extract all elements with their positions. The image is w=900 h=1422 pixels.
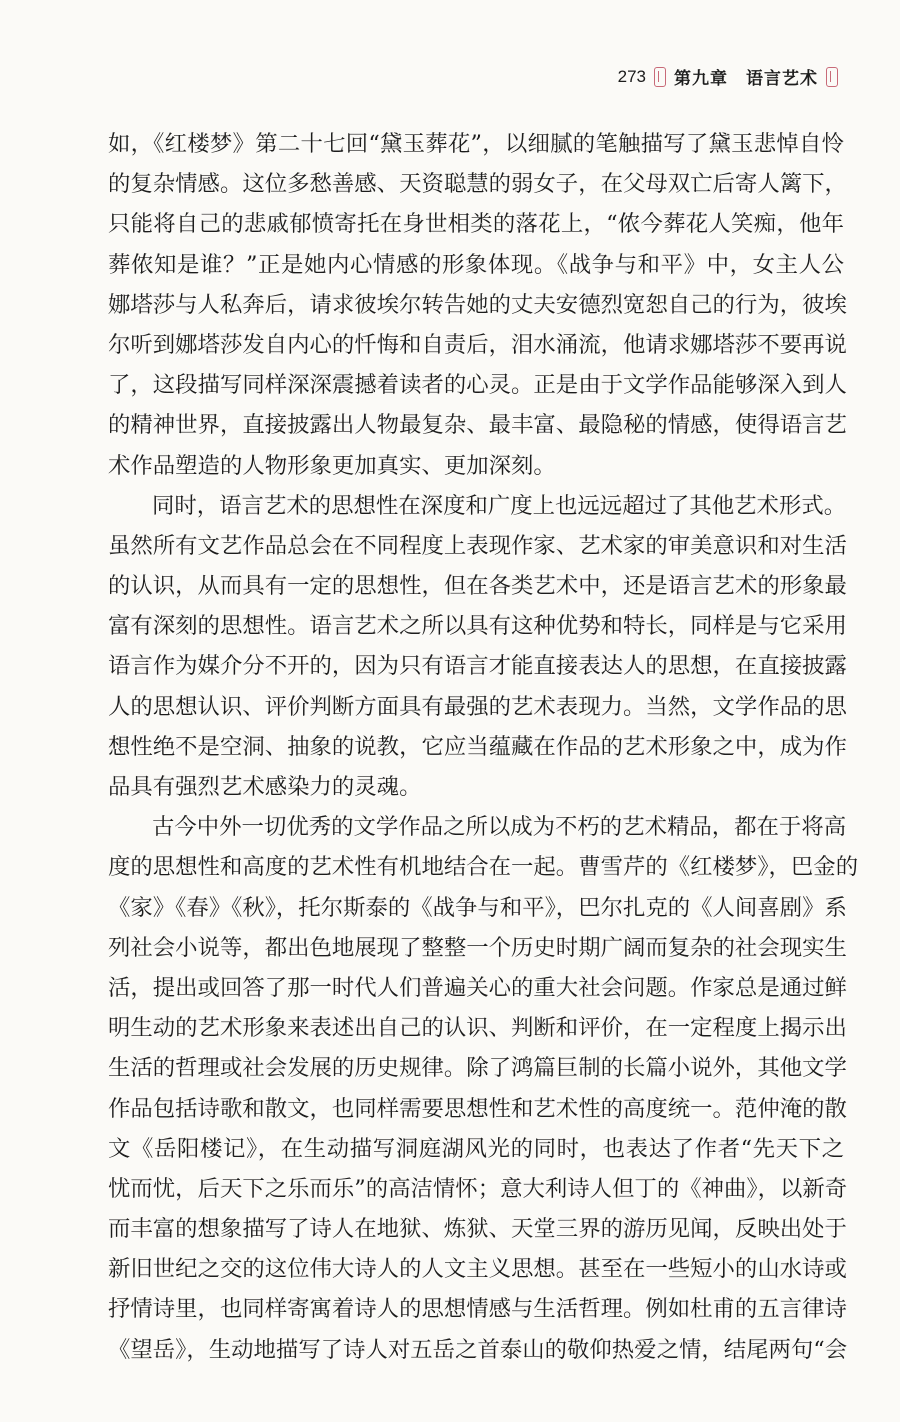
text-line: 新旧世纪之交的这位伟大诗人的人文主义思想。甚至在一些短小的山水诗或 <box>108 1256 847 1283</box>
text-line: 明生动的艺术形象来表述出自己的认识、判断和评价，在一定程度上揭示出 <box>108 1015 847 1042</box>
running-header <box>618 64 838 89</box>
text-line: 抒情诗里，也同样寄寓着诗人的思想情感与生活哲理。例如杜甫的五言律诗 <box>108 1296 847 1323</box>
text-line: 活，提出或回答了那一时代人们普遍关心的重大社会问题。作家总是通过鲜 <box>108 974 847 1001</box>
paragraph <box>108 124 847 486</box>
ornament-icon <box>826 67 838 87</box>
chapter-title: 第九章 语言艺术 <box>674 69 818 89</box>
ornament-icon <box>654 67 666 87</box>
text-line: 人的思想认识、评价判断方面具有最强的艺术表现力。当然，文学作品的思 <box>108 693 847 720</box>
text-line: 如，《红楼梦》第二十七回“黛玉葬花”，以细腻的笔触描写了黛玉悲悼自怜 <box>108 131 844 157</box>
text-line: 想性绝不是空洞、抽象的说教，它应当蕴藏在作品的艺术形象之中，成为作 <box>108 733 847 760</box>
text-line: 了，这段描写同样深深震撼着读者的心灵。正是由于文学作品能够深入到人 <box>108 372 847 399</box>
paragraph <box>108 807 859 1370</box>
text-line: 列社会小说等，都出色地展现了整整一个历史时期广阔而复杂的社会现实生 <box>108 934 847 961</box>
text-line: 虽然所有文艺作品总会在不同程度上表现作家、艺术家的审美意识和对生活 <box>108 532 847 559</box>
text-line: 的精神世界，直接披露出人物最复杂、最丰富、最隐秘的情感，使得语言艺 <box>108 412 847 439</box>
text-line: 的认识，从而具有一定的思想性，但在各类艺术中，还是语言艺术的形象最 <box>108 573 847 600</box>
page-number: 273 <box>617 66 646 86</box>
text-line: 品具有强烈艺术感染力的灵魂。 <box>108 774 422 800</box>
text-line: 生活的哲理或社会发展的历史规律。除了鸿篇巨制的长篇小说外，其他文学 <box>108 1055 847 1082</box>
text-line: 度的思想性和高度的艺术性有机地结合在一起。曹雪芹的《红楼梦》，巴金的 <box>108 854 859 881</box>
text-line: 葬侬知是谁？”正是她内心情感的形象体现。《战争与和平》中，女主人公 <box>108 251 844 278</box>
text-line: 古今中外一切优秀的文学作品之所以成为不朽的艺术精品，都在于将高 <box>152 814 847 841</box>
text-line: 《家》《春》《秋》，托尔斯泰的《战争与和平》，巴尔扎克的《人间喜剧》系 <box>108 894 847 921</box>
text-line: 语言作为媒介分不开的，因为只有语言才能直接表达人的思想，在直接披露 <box>108 653 847 680</box>
text-line: 术作品塑造的人物形象更加真实、更加深刻。 <box>108 452 556 479</box>
text-line: 作品包括诗歌和散文，也同样需要思想性和艺术性的高度统一。范仲淹的散 <box>108 1095 847 1122</box>
text-line: 尔听到娜塔莎发自内心的忏悔和自责后，泪水涌流，他请求娜塔莎不要再说 <box>108 331 847 358</box>
text-line: 文《岳阳楼记》，在生动描写洞庭湖风光的同时，也表达了作者“先天下之 <box>108 1135 844 1162</box>
text-line: 而丰富的想象描写了诗人在地狱、炼狱、天堂三界的游历见闻，反映出处于 <box>108 1216 847 1243</box>
paragraph <box>108 486 847 808</box>
text-line: 《望岳》，生动地描写了诗人对五岳之首泰山的敬仰热爱之情，结尾两句“会 <box>108 1336 848 1363</box>
body-text <box>108 124 859 1370</box>
text-line: 忧而忧，后天下之乐而乐”的高洁情怀；意大利诗人但丁的《神曲》，以新奇 <box>108 1175 848 1202</box>
text-line: 只能将自己的悲戚郁愤寄托在身世相类的落花上，“侬今葬花人笑痴，他年 <box>108 211 844 238</box>
text-line: 娜塔莎与人私奔后，请求彼埃尔转告她的丈夫安德烈宽恕自己的行为，彼埃 <box>108 291 847 318</box>
text-line: 富有深刻的思想性。语言艺术之所以具有这种优势和特长，同样是与它采用 <box>108 613 847 640</box>
text-line: 的复杂情感。这位多愁善感、天资聪慧的弱女子，在父母双亡后寄人篱下， <box>108 171 847 198</box>
text-line: 同时，语言艺术的思想性在深度和广度上也远远超过了其他艺术形式。 <box>152 492 847 519</box>
